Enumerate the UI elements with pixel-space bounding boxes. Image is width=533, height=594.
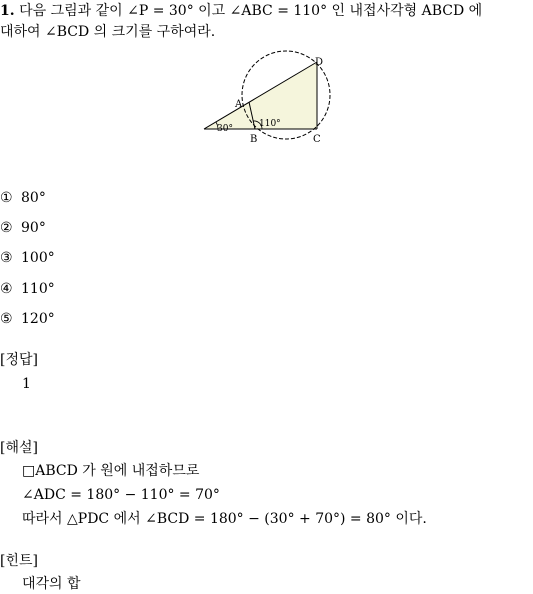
label-c: C [313,134,321,145]
choice-3[interactable] [0,249,55,267]
label-angle-b: 110° [259,119,281,129]
label-a: A [235,99,243,110]
choice-1[interactable] [0,189,46,207]
choice-mark: ① [0,190,13,206]
geometry-figure [0,50,533,200]
explanation-line-3: 따라서 △PDC 에서 ∠BCD = 180° − (30° + 70°) = 80° 이다. [22,511,427,527]
answer-value: 1 [22,376,31,392]
choice-text: 100° [21,250,55,266]
label-d: D [315,57,324,68]
explanation-line-2: ∠ADC = 180° − 110° = 70° [22,487,220,503]
hint-text: 대각의 합 [22,576,81,592]
choice-text: 90° [21,220,46,236]
choice-4[interactable] [0,280,55,298]
label-angle-p: 30° [217,124,233,134]
choice-text: 110° [21,281,55,297]
choice-mark: ② [0,220,13,236]
answer-heading: [정답] [0,352,38,368]
question-text-1: 다음 그림과 같이 ∠P = 30° 이고 ∠ABC = 110° 인 내접사각형 ABCD 에 [19,3,483,19]
choice-mark: ⑤ [0,311,13,327]
hint-heading: [힌트] [0,553,38,569]
choice-text: 120° [21,311,55,327]
explanation-line-1: □ABCD 가 원에 내접하므로 [22,463,200,479]
choice-text: 80° [21,190,46,206]
question-text-2: 대하여 ∠BCD 의 크기를 구하여라. [0,24,216,40]
choice-mark: ③ [0,250,13,266]
label-b: B [250,134,258,145]
choice-2[interactable] [0,219,46,237]
explanation-heading: [해설] [0,440,38,456]
question-line-1 [0,2,482,20]
question-number: 1. [0,3,15,19]
choice-5[interactable] [0,310,55,328]
choice-mark: ④ [0,281,13,297]
